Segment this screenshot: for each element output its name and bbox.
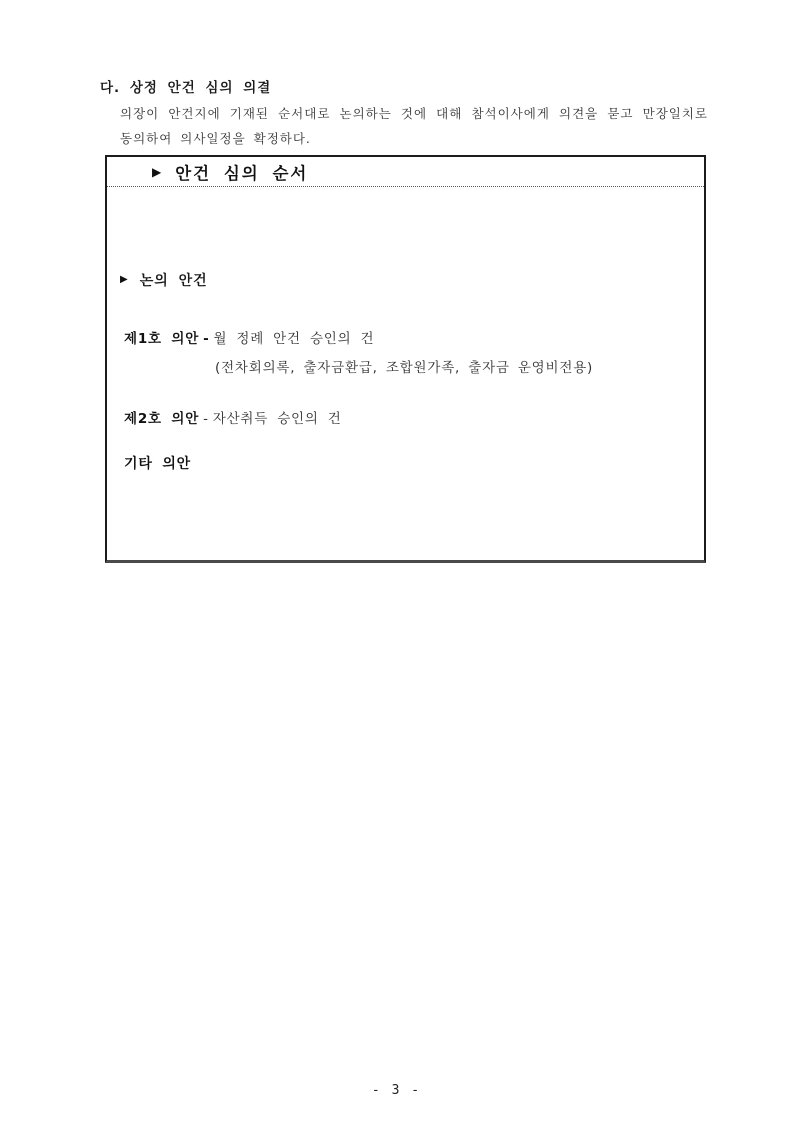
discussion-heading (120, 270, 208, 290)
right-triangle-icon: ▶ (120, 274, 128, 285)
agenda-item-1-detail: (전차회의록, 출자금환급, 조합원가족, 출자금 운영비전용) (215, 360, 594, 376)
agenda-box-title: 안건 심의 순서 (175, 163, 309, 183)
agenda-item-1-separator: - (203, 331, 210, 347)
section-heading: 다. 상정 안건 심의 의결 (100, 80, 272, 96)
agenda-item-3-label: 기타 의안 (124, 456, 191, 472)
agenda-item-2-text: 자산취득 승인의 건 (212, 411, 342, 427)
agenda-item-3 (124, 453, 191, 473)
page-number: - 3 - (371, 1083, 422, 1098)
agenda-item-1 (124, 327, 374, 347)
agenda-item-1-label: 제1호 의안 (124, 331, 200, 347)
agenda-box-body (107, 187, 704, 562)
discussion-heading-label: 논의 안건 (139, 273, 208, 289)
agenda-box (105, 155, 706, 563)
agenda-item-1-text: 월 정례 안건 승인의 건 (213, 331, 375, 347)
agenda-item-2-label: 제2호 의안 (124, 411, 200, 427)
agenda-box-title-row (107, 157, 704, 187)
section-paragraph: 의장이 안건지에 기재된 순서대로 논의하는 것에 대해 참석이사에게 의견을 묻고 만장일치로 동의하여 의사일정을 확정하다. (120, 106, 708, 146)
right-triangle-icon: ▶ (152, 164, 162, 179)
agenda-item-2 (124, 407, 342, 427)
agenda-item-2-separator: - (203, 411, 209, 427)
